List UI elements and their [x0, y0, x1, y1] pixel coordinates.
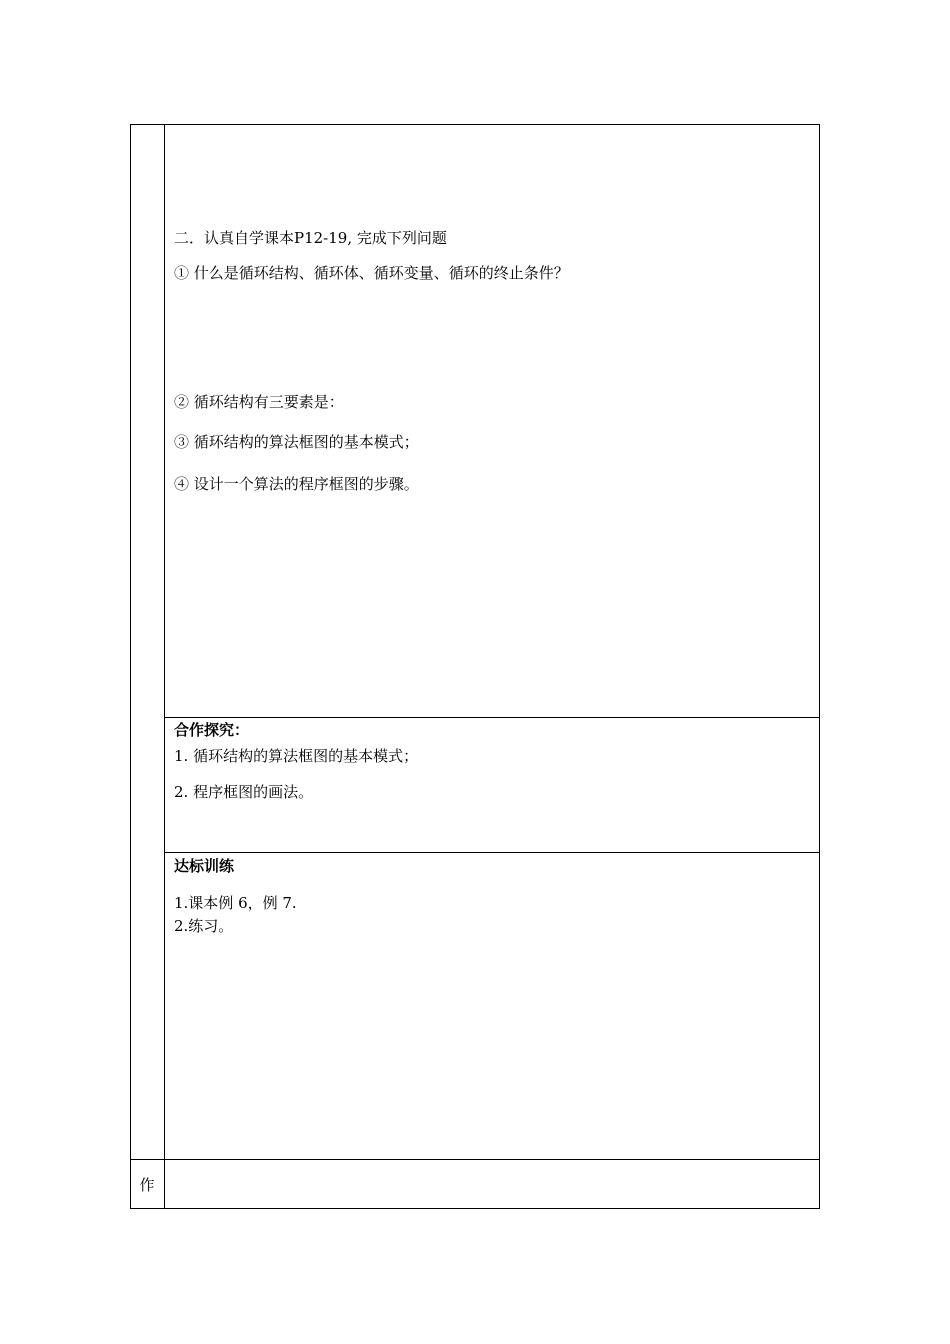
- section-heading: 二．认真自学课本P12-19, 完成下列问题: [174, 229, 447, 247]
- cooperation-item-1: 1. 循环结构的算法框图的基本模式；: [174, 747, 419, 765]
- question-2: ② 循环结构有三要素是：: [174, 393, 344, 411]
- column-divider: [164, 124, 165, 1209]
- cooperation-title: 合作探究：: [174, 721, 250, 739]
- question-4: ④ 设计一个算法的程序框图的步骤。: [174, 475, 419, 493]
- training-item-1: 1.课本例 6，例 7.: [174, 894, 297, 912]
- question-1: ① 什么是循环结构、循环体、循环变量、循环的终止条件？: [174, 264, 569, 282]
- row-divider-1: [164, 717, 820, 718]
- row-divider-2: [164, 852, 820, 853]
- cooperation-item-2: 2. 程序框图的画法。: [174, 783, 314, 801]
- training-item-2: 2.练习。: [174, 917, 234, 935]
- worksheet-table: [130, 124, 820, 1209]
- side-label: 作: [139, 1175, 155, 1194]
- training-title: 达标训练: [174, 857, 235, 875]
- question-3: ③ 循环结构的算法框图的基本模式；: [174, 433, 419, 451]
- row-divider-3: [130, 1159, 820, 1160]
